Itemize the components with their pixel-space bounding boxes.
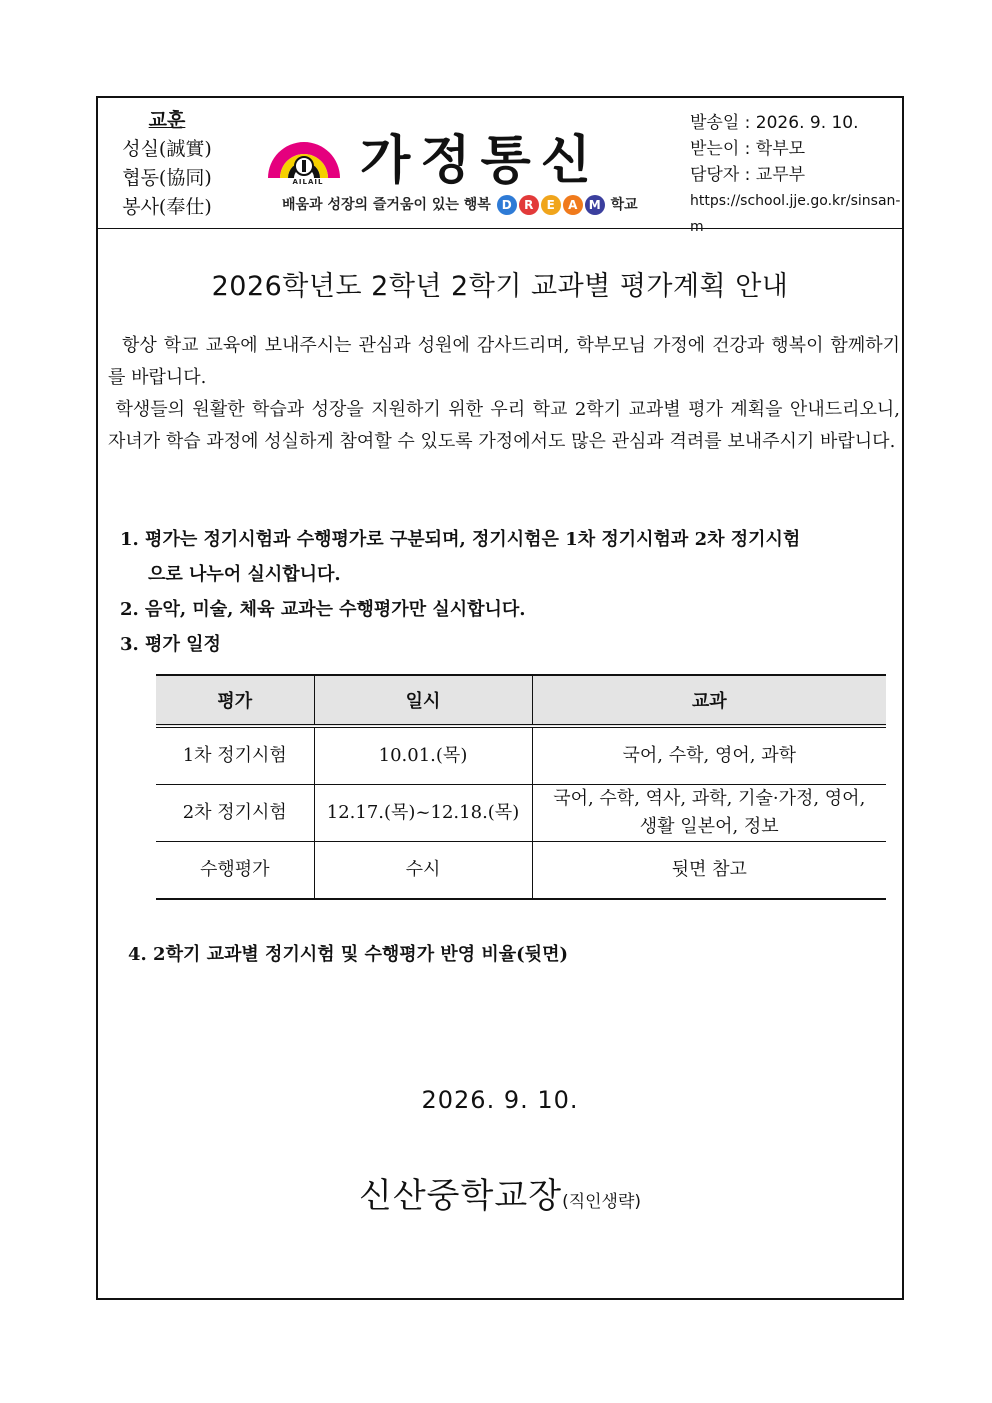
item-2: 2. 음악, 미술, 체육 교과는 수행평가만 실시합니다.: [120, 599, 526, 620]
cell-evaluation: 2차 정기시험: [156, 785, 314, 842]
intro-paragraph: 학생들의 원활한 학습과 성장을 지원하기 위한 우리 학교 2학기 교과별 평가 계획을 안내드리오니, 자녀가 학습 과정에 성실하게 참여할 수 있도록 가정에서도 많은 관심과 격려를 보내주시기 바랍니다.: [108, 399, 906, 452]
evaluation-schedule-table: [156, 674, 886, 900]
header-evaluation: 평가: [156, 675, 314, 726]
dream-letter-r: R: [519, 195, 539, 215]
dream-letter-e: E: [541, 195, 561, 215]
sent-date: 발송일 : 2026. 9. 10.: [690, 113, 859, 133]
newsletter-title: 가정통신: [360, 131, 601, 191]
school-logo-icon: [264, 116, 344, 186]
cell-subjects: 뒷면 참고: [532, 842, 886, 900]
table-header-row: [156, 675, 886, 726]
cell-subjects: 국어, 수학, 역사, 과학, 기술·가정, 영어, 생활 일본어, 정보: [532, 785, 886, 842]
school-slogan: [282, 194, 638, 215]
intro-text: [108, 330, 906, 458]
school-url[interactable]: https://school.jje.go.kr/sinsan-m: [690, 193, 901, 235]
signatory: 신산중학교장: [358, 1176, 563, 1216]
cell-subjects: 국어, 수학, 영어, 과학: [532, 726, 886, 785]
item-1: 1. 평가는 정기시험과 수행평가로 구분되며, 정기시험은 1차 정기시험과 2차 정기시험: [120, 529, 801, 550]
newsletter-header: [98, 98, 902, 235]
motto-item: 협동(協同): [122, 167, 212, 189]
cell-evaluation: 수행평가: [156, 842, 314, 900]
notice-items: [120, 522, 900, 662]
dream-letter-m: M: [585, 195, 605, 215]
issue-date: 2026. 9. 10.: [421, 1086, 579, 1114]
document-frame: [96, 96, 904, 1300]
dream-letter-a: A: [563, 195, 583, 215]
seal-note: (직인생략): [562, 1192, 642, 1212]
header-date: 일시: [314, 675, 532, 726]
school-motto: [112, 106, 222, 222]
table-row: [156, 785, 886, 842]
item-1-continued: 으로 나누어 실시합니다.: [148, 564, 341, 585]
item-3: 3. 평가 일정: [120, 634, 221, 655]
slogan-prefix: 배움과 성장의 즐거움이 있는 행복: [282, 197, 491, 213]
contact-department: 담당자 : 교무부: [690, 165, 806, 185]
motto-item: 봉사(奉仕): [122, 196, 212, 218]
header-subjects: 교과: [532, 675, 886, 726]
slogan-suffix: 학교: [610, 197, 638, 213]
logo-text: AILAIL: [292, 178, 324, 186]
document-title: 2026학년도 2학년 2학기 교과별 평가계획 안내: [211, 271, 789, 302]
item-4: 4. 2학기 교과별 정기시험 및 수행평가 반영 비율(뒷면): [128, 944, 568, 965]
recipient: 받는이 : 학부모: [690, 139, 806, 159]
newsletter-meta: [690, 110, 902, 240]
cell-evaluation: 1차 정기시험: [156, 726, 314, 785]
dream-letter-d: D: [497, 195, 517, 215]
cell-date: 12.17.(목)~12.18.(목): [314, 785, 532, 842]
motto-title: 교훈: [148, 109, 186, 131]
signature-block: [98, 1168, 902, 1217]
motto-item: 성실(誠實): [122, 138, 212, 160]
cell-date: 수시: [314, 842, 532, 900]
table-row: [156, 726, 886, 785]
intro-paragraph: 항상 학교 교육에 보내주시는 관심과 성원에 감사드리며, 학부모님 가정에 건강과 행복이 함께하기를 바랍니다.: [108, 335, 900, 388]
cell-date: 10.01.(목): [314, 726, 532, 785]
table-row: [156, 842, 886, 900]
